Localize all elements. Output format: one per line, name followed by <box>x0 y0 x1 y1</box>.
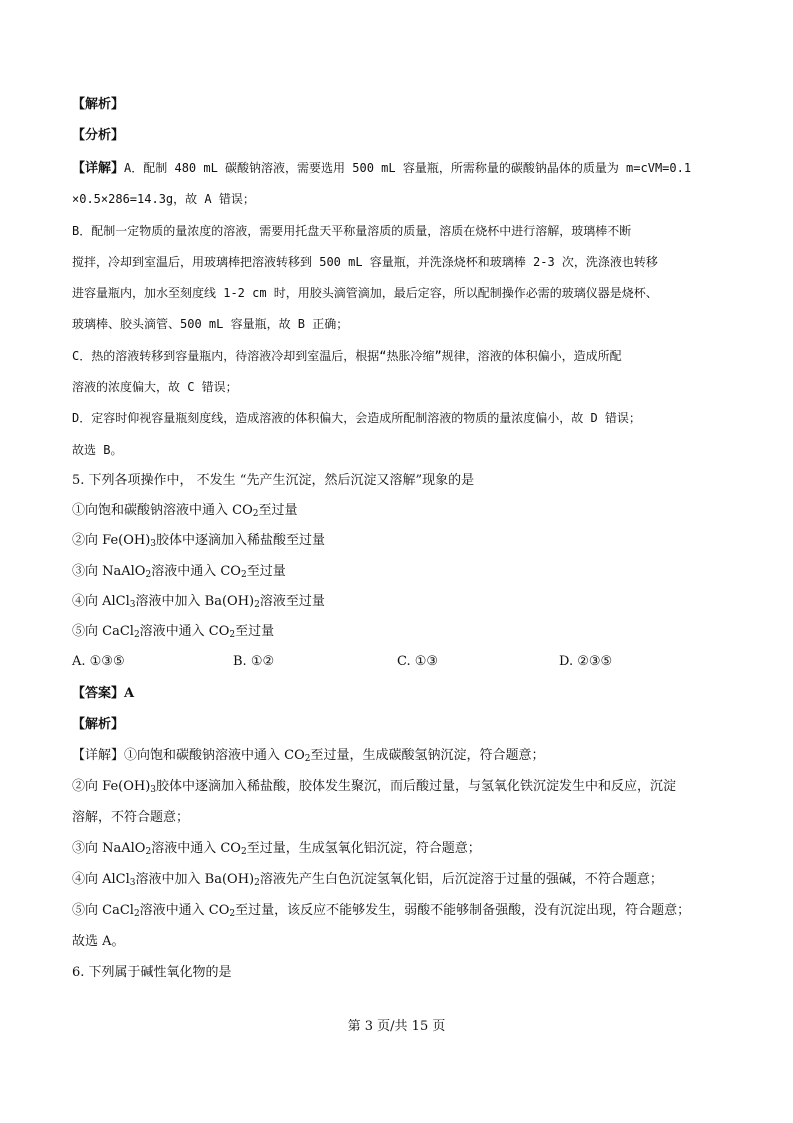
q5-detail-line-1: 【详解】①向饱和碳酸钠溶液中通入 $CO_2$至过量，生成碳酸氢钠沉淀，符合题意； <box>72 748 545 764</box>
detail-text-a1: A．配制 480 mL 碳酸钠溶液，需要选用 500 mL 容量瓶，所需称量的碳酸钠晶体的质量为 m=cVM=0.1 <box>124 161 692 175</box>
answer-label: 【答案】A <box>72 686 135 701</box>
section-jiexi-label: 【解析】 <box>72 97 125 112</box>
section-jiexi-label-2: 【解析】 <box>72 717 125 732</box>
q5-detail-line-7: 故选 A。 <box>72 934 125 949</box>
detail-line-b4: 玻璃棒、胶头滴管、500 mL 容量瓶，故 B 正确； <box>72 317 349 331</box>
question-5-item-3: ③向 NaAlO$_2$溶液中通入 $CO_2$至过量 <box>72 564 286 580</box>
detail-line-b1: B．配制一定物质的量浓度的溶液，需要用托盘天平称量溶质的质量，溶质在烧杯中进行溶解，玻璃棒不断 <box>72 224 632 238</box>
option-c: C. ①③ <box>397 654 439 669</box>
question-5-stem: 5. 下列各项操作中， 不发生 “先产生沉淀，然后沉淀又溶解”现象的是 <box>72 473 475 488</box>
detail-line-a2: ×0.5×286=14.3g，故 A 错误； <box>72 192 255 206</box>
detail-line-b2: 搅拌，冷却到室温后，用玻璃棒把溶液转移到 500 mL 容量瓶，并洗涤烧杯和玻璃棒 2-3 次，洗涤液也转移 <box>72 255 658 269</box>
q5-detail-line-6: ⑤向 CaCl$_2$溶液中通入 $CO_2$至过量，该反应不能够发生，弱酸不能够制备强酸，没有沉淀出现，符合题意； <box>72 903 691 919</box>
page-number: 第 3 页/共 15 页 <box>347 1019 446 1034</box>
question-5-item-4: ④向 AlCl$_3$溶液中加入 $Ba(OH)_2$溶液至过量 <box>72 594 325 610</box>
conclusion-line: 故选 B。 <box>72 443 123 457</box>
question-5-item-1: ①向饱和碳酸钠溶液中通入 $CO_2$至过量 <box>72 503 298 519</box>
section-fenxi-label: 【分析】 <box>72 128 125 143</box>
detail-line-b3: 进容量瓶内，加水至刻度线 1-2 cm 时，用胶头滴管滴加，最后定容，所以配制操作必需的玻璃仪器是烧杯、 <box>72 286 658 300</box>
question-5-item-5: ⑤向 CaCl$_2$溶液中通入 $CO_2$至过量 <box>72 624 275 640</box>
detail-line-c1: C．热的溶液转移到容量瓶内，待溶液冷却到室温后，根据“热胀冷缩”规律，溶液的体积偏小，造成所配 <box>72 349 622 363</box>
option-d: D. ②③⑤ <box>559 654 613 669</box>
q5-detail-line-5: ④向 AlCl$_3$溶液中加入 $Ba(OH)_2$溶液先产生白色沉淀氢氧化铝，后沉淀溶于过量的强碱，不符合题意； <box>72 872 663 888</box>
question-6-stem: 6. 下列属于碱性氧化物的是 <box>72 965 232 980</box>
option-b: B. ①② <box>233 654 275 669</box>
q5-detail-line-4: ③向 NaAlO$_2$溶液中通入 $CO_2$至过量，生成氢氧化铝沉淀，符合题意； <box>72 841 481 857</box>
detail-line-a1 <box>72 158 691 179</box>
question-5-item-2: ②向 $Fe(OH)_3$胶体中逐滴加入稀盐酸至过量 <box>72 533 326 549</box>
detail-line-d1: D．定容时仰视容量瓶刻度线，造成溶液的体积偏大，会造成所配制溶液的物质的量浓度偏小，故 D 错误； <box>72 411 641 425</box>
option-a: A. ①③⑤ <box>72 654 125 669</box>
detail-label: 【详解】 <box>72 161 125 176</box>
detail-line-c2: 溶液的浓度偏大，故 C 错误； <box>72 380 238 394</box>
q5-detail-line-2: ②向 $Fe(OH)_3$胶体中逐滴加入稀盐酸，胶体发生聚沉，而后酸过量，与氢氧化铁沉淀发生中和反应，沉淀 <box>72 779 677 795</box>
q5-detail-line-3: 溶解，不符合题意； <box>72 810 190 825</box>
